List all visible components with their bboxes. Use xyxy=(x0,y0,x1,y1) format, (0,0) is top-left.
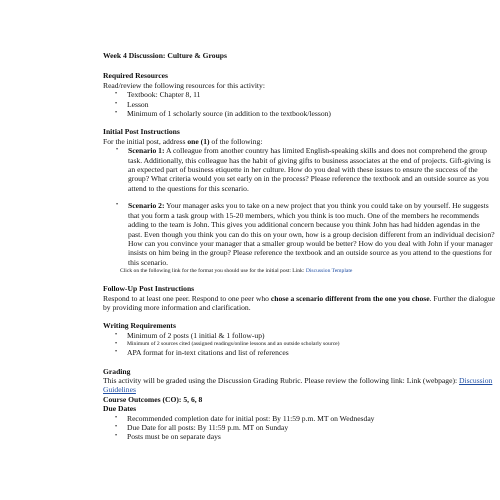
follow-up-heading: Follow-Up Post Instructions xyxy=(103,284,195,294)
intro-bold: one (1) xyxy=(187,136,210,146)
template-note xyxy=(103,267,495,275)
list-item: • Lesson xyxy=(103,100,495,109)
list-item: • Recommended completion date for initial post: By 11:59 p.m. MT on Wednesday xyxy=(103,414,495,423)
scenario-text: A colleague from another country has limited English-speaking skills and does not comprehend the group task. Additionally, this colleague has the habit of giving gifts to business associates at the end of projects. Gift-giving is an expected part of business etiquette in her culture. How do you deal with these issues to ensure the success of the group? What criteria would you set early on in the process? Please reference the textbook and an outside source as you attend to the questions for this scenario. xyxy=(128,146,491,193)
required-resources-heading: Required Resources xyxy=(103,71,168,81)
grading-text xyxy=(103,376,495,395)
page-title: Week 4 Discussion: Culture & Groups xyxy=(103,51,227,60)
scenario-label: Scenario 1: xyxy=(128,146,165,156)
required-resources-list xyxy=(103,90,495,118)
initial-post-heading: Initial Post Instructions xyxy=(103,127,180,137)
discussion-document xyxy=(103,51,495,442)
scenario-list xyxy=(103,146,495,267)
required-resources-intro: Read/review the following resources for this activity: xyxy=(103,80,265,90)
list-item: • Textbook: Chapter 8, 11 xyxy=(103,90,495,99)
due-dates-list xyxy=(103,414,495,442)
follow-up-bold: chose a scenario different from the one you chose xyxy=(270,293,430,303)
course-outcomes: Course Outcomes (CO): 5, 6, 8 xyxy=(103,394,203,404)
scenario-label: Scenario 2: xyxy=(128,201,165,211)
list-item: • Due Date for all posts: By 11:59 p.m. MT on Sunday xyxy=(103,423,495,432)
list-item: • Minimum of 2 posts (1 initial & 1 follow-up) xyxy=(103,331,495,340)
list-item: • Minimum of 2 sources cited (assigned readings/online lessons and an outside scholarly source) xyxy=(103,340,495,348)
writing-requirements-heading: Writing Requirements xyxy=(103,321,176,331)
template-note-text: Click on the following link for the format you should use for the initial post: Link: xyxy=(120,268,306,275)
scenario-text: Your manager asks you to take on a new project that you think you could take on by yourself. He suggests that you form a task group with 15-20 members, which you think is too much. One of the members he recommends adding to the team is John. This gives you additional concern because you think John has had hidden agendas in the past. Even though you think you can do this on your own, how is a group decision different from an individual decision? How can you convince your manager that a smaller group would be better? How do you deal with John if your manager insists on him being in the group? Please reference the textbook and an outside source as you attend to the questions for this scenario. xyxy=(128,201,495,267)
list-item: • APA format for in-text citations and list of references xyxy=(103,348,495,357)
discussion-guidelines-link[interactable]: Discussion Guidelines xyxy=(103,375,493,395)
intro-text-end: of the following: xyxy=(209,136,263,146)
grading-text-body: This activity will be graded using the Discussion Grading Rubric. Please review the following link: Link (webpage): xyxy=(103,375,459,385)
grading-heading: Grading xyxy=(103,366,131,376)
intro-text: For the initial post, address xyxy=(103,136,188,146)
writing-requirements-list xyxy=(103,331,495,358)
follow-up-text-start: Respond to at least one peer. Respond to one peer who xyxy=(103,293,271,303)
initial-post-intro xyxy=(103,137,495,146)
scenario-1 xyxy=(103,146,495,193)
follow-up-text-end: . Further the dialogue by providing more information and clarification. xyxy=(103,293,495,312)
list-item: • Posts must be on separate days xyxy=(103,432,495,441)
due-dates-heading: Due Dates xyxy=(103,404,137,414)
discussion-template-link[interactable]: Discussion Template xyxy=(305,268,353,275)
list-item: • Minimum of 1 scholarly source (in addition to the textbook/lesson) xyxy=(103,109,495,118)
follow-up-text xyxy=(103,294,495,313)
scenario-2 xyxy=(103,201,495,267)
